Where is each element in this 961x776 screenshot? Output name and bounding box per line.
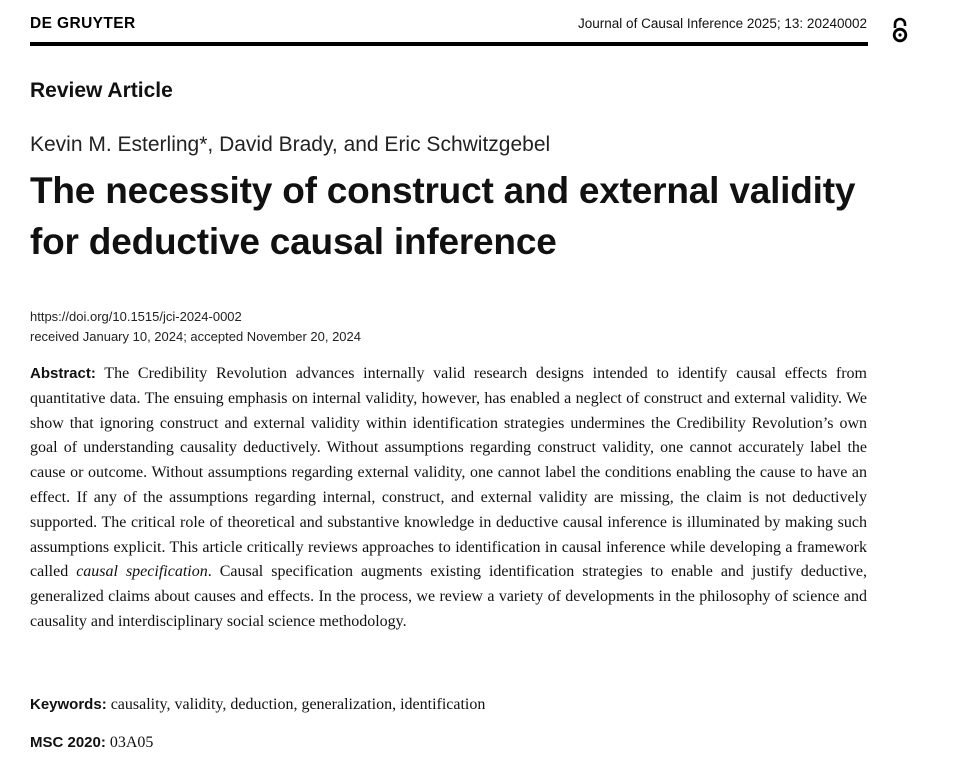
abstract-label: Abstract:	[30, 365, 96, 382]
abstract-emphasis: causal specification	[76, 563, 208, 581]
msc-value: 03A05	[109, 734, 154, 751]
msc-classification	[30, 734, 153, 752]
keywords	[30, 696, 485, 714]
header-rule	[30, 42, 868, 46]
abstract-text-continued: . Causal specification augments existing identification strategies to enable and justify deductive, generalized claims about causes and effects. In the process, we review a variety of developments in the philosophy of science and causality and interdisciplinary social science methodology.	[30, 563, 867, 630]
doi-link[interactable]: https://doi.org/10.1515/jci-2024-0002	[30, 309, 242, 324]
publisher-name: DE GRUYTER	[30, 15, 136, 32]
keywords-value: causality, validity, deduction, generalization, identification	[110, 696, 486, 713]
abstract	[30, 362, 867, 635]
keywords-label: Keywords:	[30, 696, 107, 713]
msc-label: MSC 2020:	[30, 734, 106, 751]
journal-reference: Journal of Causal Inference 2025; 13: 20240002	[578, 16, 867, 31]
article-title: The necessity of construct and external validity for deductive causal inference	[30, 170, 856, 262]
received-accepted-dates: received January 10, 2024; accepted November 20, 2024	[30, 329, 361, 344]
open-access-icon	[889, 16, 911, 44]
article-type: Review Article	[30, 79, 173, 102]
authors: Kevin M. Esterling*, David Brady, and Eric Schwitzgebel	[30, 133, 551, 156]
abstract-text: The Credibility Revolution advances internally valid research designs intended to identify causal effects from quantitative data. The ensuing emphasis on internal validity, however, has enabled a neglect of construct and external validity. We show that ignoring construct and external validity within identification strategies undermines the Credibility Revolution’s own goal of understanding causality deductively. Without assumptions regarding construct validity, one cannot accurately label the cause or outcome. Without assumptions regarding external validity, one cannot label the conditions enabling the cause to have an effect. If any of the assumptions regarding internal, construct, and external validity are missing, the claim is not deductively supported. The critical role of theoretical and substantive knowledge in deductive causal inference is illuminated by making such assumptions explicit. This article critically reviews approaches to identification in causal inference while developing a framework called	[30, 365, 867, 581]
